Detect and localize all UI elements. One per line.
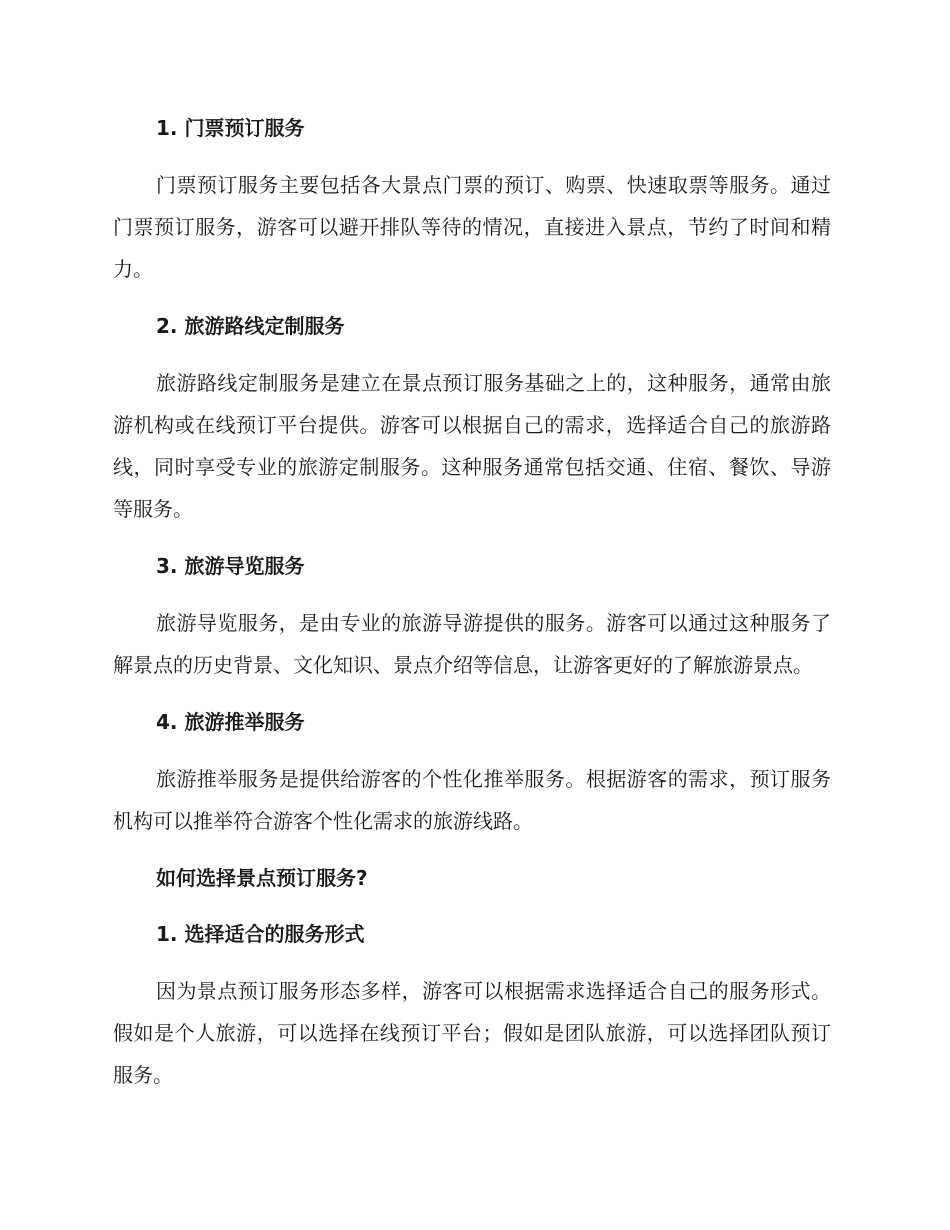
section-heading-ticket-booking: 1. 门票预订服务 xyxy=(156,116,305,140)
document-content xyxy=(113,108,831,1112)
section-body-ticket-booking: 门票预订服务主要包括各大景点门票的预订、购票、快速取票等服务。通过门票预订服务，游客可以避开排队等待的情况，直接进入景点，节约了时间和精力。 xyxy=(113,173,831,281)
section-heading-guide-service: 3. 旅游导览服务 xyxy=(156,554,305,578)
tip-heading-service-form: 1. 选择适合的服务形式 xyxy=(156,922,365,946)
section-heading-route-customization: 2. 旅游路线定制服务 xyxy=(156,314,345,338)
question-heading: 如何选择景点预订服务? xyxy=(156,866,368,890)
section-body-route-customization: 旅游路线定制服务是建立在景点预订服务基础之上的，这种服务，通常由旅游机构或在线预订平台提供。游客可以根据自己的需求，选择适合自己的旅游路线，同时享受专业的旅游定制服务。这种服务通常包括交通、住宿、餐饮、导游等服务。 xyxy=(113,371,831,521)
tip-body-service-form: 因为景点预订服务形态多样，游客可以根据需求选择适合自己的服务形式。假如是个人旅游，可以选择在线预订平台；假如是团队旅游，可以选择团队预订服务。 xyxy=(113,979,831,1087)
section-heading-recommendation: 4. 旅游推举服务 xyxy=(156,710,305,734)
section-body-recommendation: 旅游推举服务是提供给游客的个性化推举服务。根据游客的需求，预订服务机构可以推举符合游客个性化需求的旅游线路。 xyxy=(113,767,831,833)
section-body-guide-service: 旅游导览服务，是由专业的旅游导游提供的服务。游客可以通过这种服务了解景点的历史背景、文化知识、景点介绍等信息，让游客更好的了解旅游景点。 xyxy=(113,611,831,677)
